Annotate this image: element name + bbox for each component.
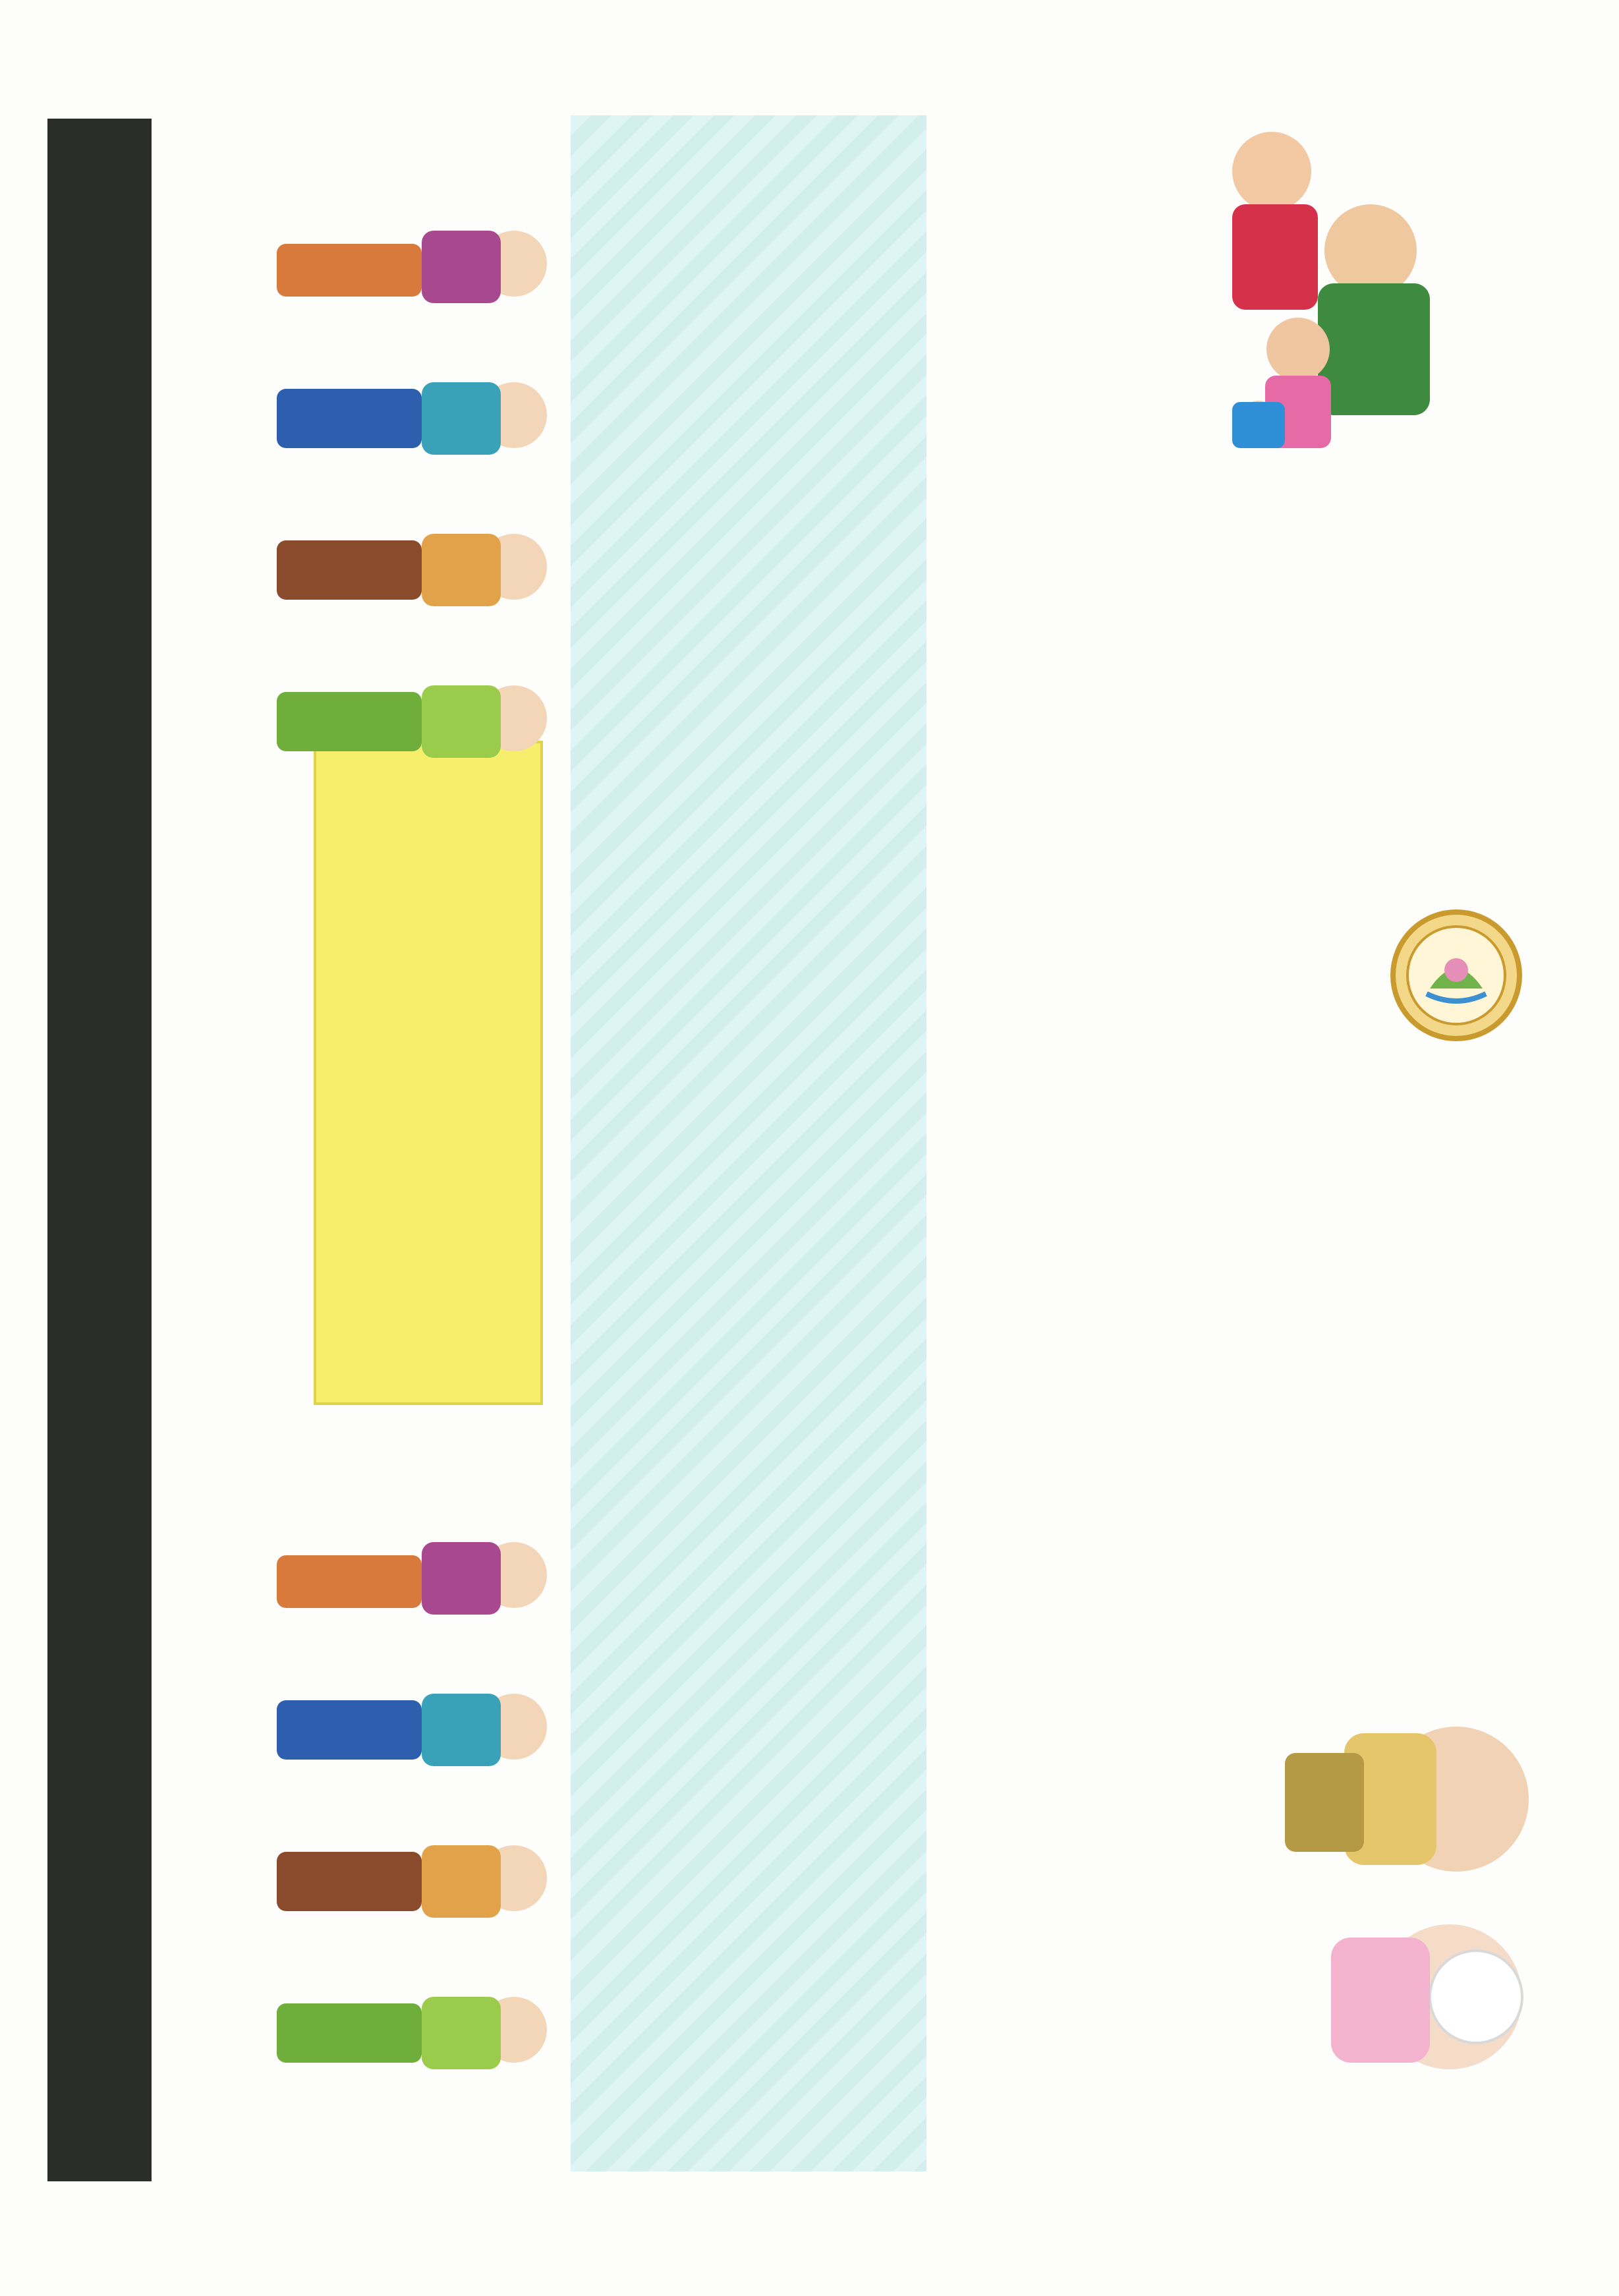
elderly-group-illustration <box>1219 112 1456 455</box>
qualification-panel <box>571 115 926 2171</box>
registration-line-2 <box>67 1199 96 2082</box>
organization-logo <box>1390 909 1522 1041</box>
contact-block <box>166 422 250 2017</box>
elderly-couple-illustration <box>1259 1628 1535 2089</box>
intro-text <box>932 356 1058 2195</box>
elderly-figures-bottom <box>257 1503 560 2148</box>
registration-band <box>47 119 152 2181</box>
qualification-heading <box>847 923 893 1140</box>
contact-line-1 <box>206 422 233 2017</box>
elderly-figures-top <box>257 191 560 857</box>
contact-line-2 <box>170 817 198 2010</box>
title-block <box>1212 422 1357 1423</box>
registration-line-1 <box>113 1134 142 2122</box>
